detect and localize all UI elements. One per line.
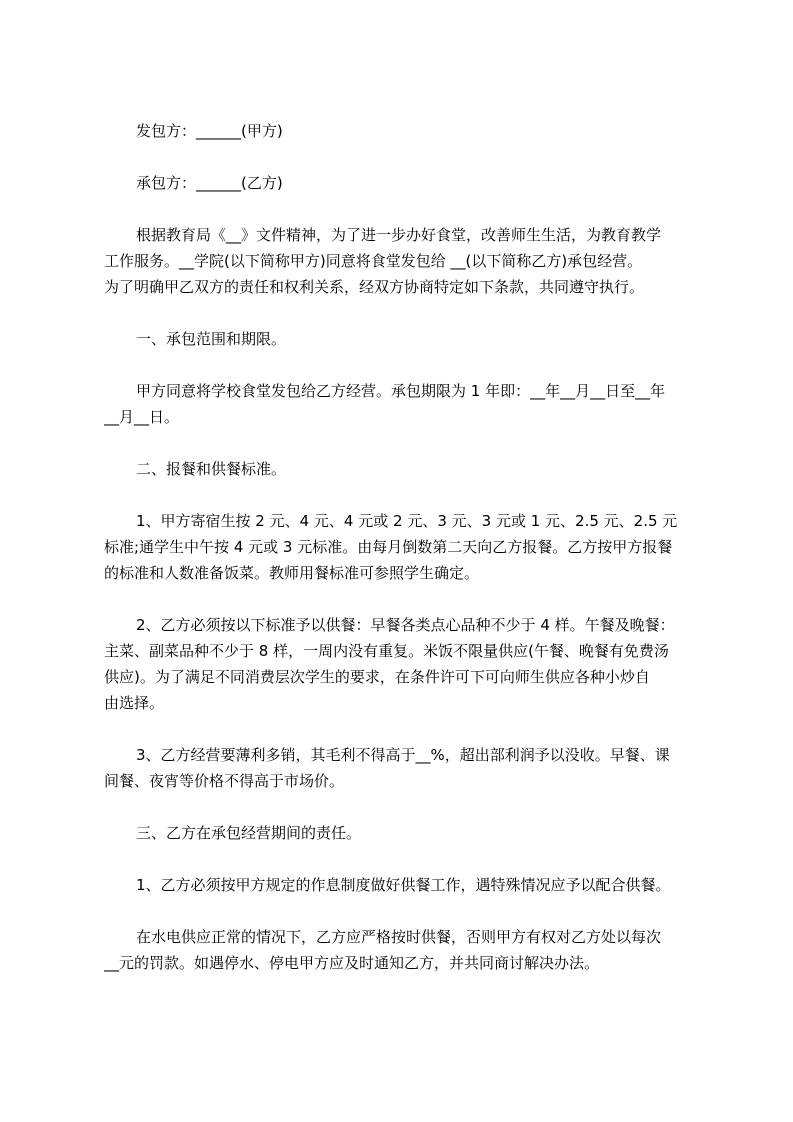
section2-item2 (104, 612, 700, 716)
section2-item1-line: 的标准和人数准备饭菜。教师用餐标准可参照学生确定。 (104, 564, 480, 582)
party-a-text: 发包方：______(甲方) (136, 122, 283, 140)
section1-paragraph (104, 378, 700, 430)
section3-paragraph (104, 924, 700, 976)
section2-heading (104, 456, 700, 482)
section3-item1-text: 1、乙方必须按甲方规定的作息制度做好供餐工作，遇特殊情况应予以配合供餐。 (136, 876, 671, 894)
section2-item1-line: 标准;通学生中午按 4 元或 3 元标准。由每月倒数第二天向乙方报餐。乙方按甲方报餐 (104, 538, 673, 556)
section2-item2-line: 由选择。 (104, 694, 165, 712)
section2-item1-line: 1、甲方寄宿生按 2 元、4 元、4 元或 2 元、3 元、3 元或 1 元、2.5 元、2.5 元 (136, 512, 678, 530)
section1-heading (104, 326, 700, 352)
section1-line: __月__日。 (104, 408, 180, 426)
intro-line: 工作服务。__学院(以下简称甲方)同意将食堂发包给 __(以下简称乙方)承包经营。 (104, 252, 643, 270)
section1-heading-text: 一、承包范围和期限。 (136, 330, 287, 348)
section2-item2-line: 主菜、副菜品种不少于 8 样，一周内没有重复。米饭不限量供应(午餐、晚餐有免费汤 (104, 642, 669, 660)
section2-item3-line: 间餐、夜宵等价格不得高于市场价。 (104, 772, 345, 790)
intro-line: 为了明确甲乙双方的责任和权利关系，经双方协商特定如下条款，共同遵守执行。 (104, 278, 645, 296)
section2-item1 (104, 508, 700, 586)
section2-heading-text: 二、报餐和供餐标准。 (136, 460, 287, 478)
section2-item2-line: 2、乙方必须按以下标准予以供餐：早餐各类点心品种不少于 4 样。午餐及晚餐： (136, 616, 675, 634)
party-a-line (104, 118, 700, 144)
intro-line: 根据教育局《__》文件精神，为了进一步办好食堂，改善师生生活，为教育教学 (136, 226, 662, 244)
intro-paragraph (104, 222, 700, 300)
section2-item2-line: 供应)。为了满足不同消费层次学生的要求，在条件许可下可向师生供应各种小炒自 (104, 668, 650, 686)
section1-line: 甲方同意将学校食堂发包给乙方经营。承包期限为 1 年即：__年__月__日至__年 (136, 382, 666, 400)
section3-item1 (104, 872, 700, 898)
party-b-text: 承包方：______(乙方) (136, 174, 283, 192)
section3-heading (104, 820, 700, 846)
section3-heading-text: 三、乙方在承包经营期间的责任。 (136, 824, 362, 842)
section3-line: __元的罚款。如遇停水、停电甲方应及时通知乙方，并共同商讨解决办法。 (104, 954, 600, 972)
party-b-line (104, 170, 700, 196)
section2-item3-line: 3、乙方经营要薄利多销，其毛利不得高于__%，超出部利润予以没收。早餐、课 (136, 746, 670, 764)
document-body (104, 118, 700, 1002)
section2-item3 (104, 742, 700, 794)
section3-line: 在水电供应正常的情况下，乙方应严格按时供餐，否则甲方有权对乙方处以每次 (136, 928, 662, 946)
